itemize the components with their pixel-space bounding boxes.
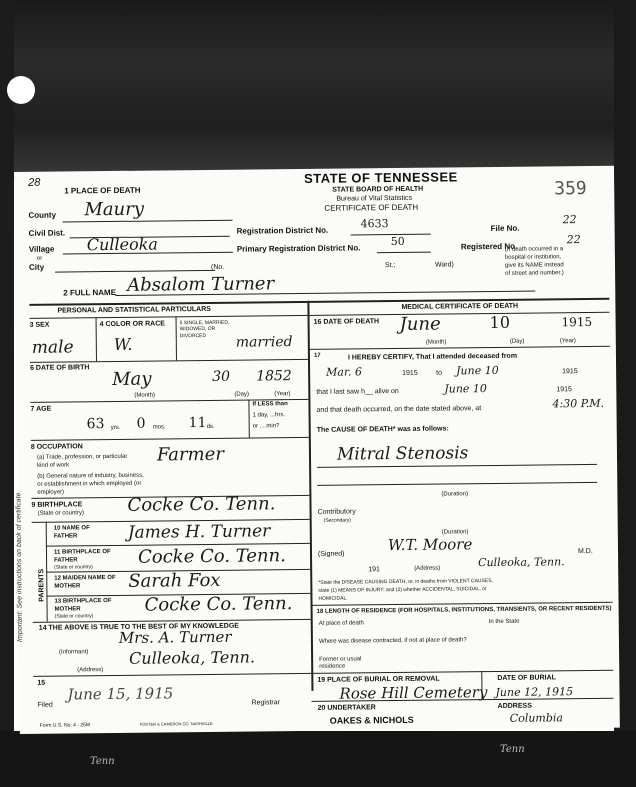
birth-year-value: 1852	[256, 368, 292, 385]
hospital-note-3: give its NAME instead	[504, 262, 564, 269]
mother-birthplace-label: 13 BIRTHPLACE OF MOTHER	[54, 598, 112, 613]
birth-day-label: (Day)	[234, 391, 250, 398]
death-day-label: (Day)	[509, 338, 525, 345]
registered-no-value: 22	[566, 233, 581, 247]
physician-address-value: Culleoka, Tenn.	[478, 555, 565, 570]
filed-value: June 15, 1915	[67, 684, 174, 704]
marital-label: 5 SINGLE, MARRIED, WIDOWED, OR DIVORCED	[179, 319, 230, 339]
embossed-stamp-right: Tenn	[500, 744, 525, 755]
file-no-value: 22	[562, 213, 577, 227]
color-race-value: W.	[113, 334, 133, 354]
death-month-label: (Month)	[425, 339, 447, 346]
printer-credit: FOSTER & CAMERON CO. NASHVILLE	[139, 720, 213, 727]
father-birthplace-sub: (State or country)	[54, 564, 93, 571]
filed-label: Filed	[37, 701, 53, 709]
file-no-label: File No.	[490, 223, 520, 234]
sex-label: 3 SEX	[29, 321, 50, 329]
cause-of-death-label: The CAUSE OF DEATH* was as follows:	[316, 425, 449, 434]
marital-value: married	[235, 334, 293, 351]
birthplace-label: 9 BIRTHPLACE	[31, 501, 83, 509]
medical-certificate-heading: MEDICAL CERTIFICATE OF DEATH	[401, 302, 519, 311]
age-yrs-label: yrs.	[110, 424, 121, 432]
less-than-note-2: 1 day, ...hrs.	[252, 412, 286, 419]
mother-name-label: 12 MAIDEN NAME OF MOTHER	[54, 574, 116, 590]
death-occurred-label: and that death occurred, on the date stated above, at	[316, 405, 482, 414]
civil-dist-label: Civil Dist.	[28, 228, 66, 238]
duration-label: (Duration)	[441, 491, 469, 498]
sex-value: male	[31, 337, 74, 358]
birth-date-label: 6 DATE OF BIRTH	[30, 364, 90, 372]
registrar-label: Registrar	[251, 699, 281, 707]
burial-place-value: Rose Hill Cemetery	[339, 683, 488, 703]
less-than-note-1: If LESS than	[252, 401, 288, 408]
registration-district-label: Registration District No.	[236, 225, 329, 236]
age-days-value: 11	[188, 414, 207, 432]
attended-from-value: Mar. 6	[326, 365, 363, 379]
sidebar-note: Important: See instructions on back of certificate.	[15, 490, 24, 642]
age-mos-label: mos.	[152, 424, 166, 431]
undertaker-value: OAKES & NICHOLS	[329, 714, 414, 726]
hospital-note-4: of street and number.)	[505, 270, 564, 277]
punch-hole	[7, 76, 35, 104]
city-label: City	[28, 262, 45, 272]
certificate-number: 359	[554, 178, 587, 200]
last-saw-label: that I last saw h__ alive on	[316, 387, 399, 396]
physician-year-prefix: 191	[368, 566, 380, 574]
mother-name-value: Sarah Fox	[128, 569, 221, 592]
death-date-label: 16 DATE OF DEATH	[313, 318, 380, 326]
board-of-health: STATE BOARD OF HEALTH	[332, 185, 424, 194]
burial-place-label: 19 PLACE OF BURIAL OR REMOVAL	[317, 675, 440, 684]
birth-month-label: (Month)	[134, 392, 156, 399]
father-birthplace-label: 11 BIRTHPLACE OF FATHER	[53, 549, 111, 564]
less-than-note-3: or ....min?	[252, 423, 280, 430]
physician-signature: W.T. Moore	[387, 535, 473, 555]
contributory-label: Contributory	[317, 508, 356, 516]
full-name-value: Absalom Turner	[127, 273, 275, 296]
certify-statement: I HEREBY CERTIFY, That I attended deceased from	[347, 352, 518, 362]
father-birthplace-value: Cocke Co. Tenn.	[137, 545, 287, 568]
father-name-value: James H. Turner	[127, 521, 271, 543]
birth-day-value: 30	[212, 368, 231, 385]
bureau-vital-statistics: Bureau of Vital Statistics	[336, 194, 413, 203]
street-no-label: (No.	[210, 263, 225, 271]
parents-label: PARENTS	[38, 568, 46, 602]
filed-number: 15	[37, 679, 46, 687]
signed-label: (Signed)	[317, 550, 345, 558]
full-name-label: 2 FULL NAME	[63, 287, 117, 298]
hospital-note-2: hospital or institution,	[504, 254, 562, 261]
death-month-value: June	[399, 313, 441, 335]
burial-date-label: DATE OF BURIAL	[497, 674, 556, 682]
occupation-value: Farmer	[156, 443, 225, 466]
age-ds-label: ds.	[206, 423, 215, 430]
footnote-line-2: state (1) MEANS OF INJURY; and (2) whether ACCIDENTAL, SUICIDAL, or	[318, 586, 487, 594]
ward-label: Ward)	[434, 261, 454, 269]
residence-label: 18 LENGTH OF RESIDENCE (FOR HOSPITALS, INSTITUTIONS, TRANSIENTS, OR RECENT RESIDENTS)	[316, 605, 612, 615]
mother-birthplace-value: Cocke Co. Tenn.	[144, 593, 293, 616]
age-years-value: 63	[86, 416, 105, 433]
contributory-duration-label: (Duration)	[441, 529, 469, 536]
last-saw-year: 1915	[556, 386, 572, 394]
certificate-state: STATE OF TENNESSEE	[304, 169, 458, 186]
age-label: 7 AGE	[30, 405, 52, 413]
burial-date-value: June 12, 1915	[495, 685, 574, 699]
attended-to-value: June 10	[456, 363, 499, 378]
former-residence-label: Former or usual residence	[319, 656, 362, 671]
certificate-of-death-title: CERTIFICATE OF DEATH	[324, 202, 419, 213]
certify-number: 17	[313, 352, 321, 359]
secondary-label: (Secondary)	[323, 517, 351, 524]
true-statement-label: 14 THE ABOVE IS TRUE TO THE BEST OF MY KNOWLEDGE	[38, 622, 239, 632]
village-label: Village	[28, 244, 55, 254]
physician-address-label: (Address)	[414, 565, 441, 572]
md-label: M.D.	[577, 547, 593, 556]
death-day-value: 10	[489, 312, 511, 333]
death-year-label: (Year)	[559, 338, 576, 345]
registration-district-value: 4633	[360, 217, 389, 231]
registered-no-label: Registered No.	[460, 241, 518, 252]
village-or: or	[36, 255, 43, 262]
in-state-label: In the State	[488, 618, 520, 626]
contracted-label: Where was disease contracted, if not at place of death?	[318, 637, 467, 645]
occupation-industry-note: (b) General nature of industry, business, or establishment in which employed (or employer)	[37, 472, 144, 496]
county-label: County	[28, 210, 57, 220]
informant-address-label: (Address)	[77, 667, 104, 674]
birthplace-sub-label: (State or country)	[37, 510, 84, 517]
attended-to-year: 1915	[562, 368, 578, 376]
mother-birthplace-sub: (State or country)	[54, 613, 94, 620]
occupation-trade-note: (a) Trade, profession, or particular kind of work	[36, 453, 128, 469]
attended-to-label: to	[436, 369, 443, 377]
undertaker-label: 20 UNDERTAKER	[317, 704, 376, 712]
birth-month-value: May	[112, 368, 152, 390]
primary-district-value: 50	[390, 234, 405, 249]
embossed-stamp-left: Tenn	[90, 756, 115, 767]
hospital-note-1: (If death occurred in a	[504, 246, 564, 253]
father-name-label: 10 NAME OF FATHER	[53, 525, 90, 540]
place-of-death-heading: 1 PLACE OF DEATH	[64, 185, 141, 196]
county-value: Maury	[84, 198, 145, 221]
occupation-label: 8 OCCUPATION	[30, 443, 83, 451]
age-months-value: 0	[136, 415, 146, 432]
street-label: St.;	[384, 262, 396, 270]
death-certificate	[14, 166, 620, 734]
undertaker-address-value: Columbia	[509, 711, 564, 725]
cause-of-death-value: Mitral Stenosis	[336, 443, 469, 465]
last-saw-value: June 10	[444, 382, 487, 396]
village-value: Culleoka	[86, 234, 158, 255]
form-number: Form U.S. No. 4 - 25M	[39, 722, 91, 729]
color-race-label: 4 COLOR OR RACE	[99, 320, 165, 329]
informant-value: Mrs. A. Turner	[118, 627, 232, 647]
death-occurred-value: 4:30 P.M.	[552, 396, 605, 411]
scanner-background-left	[0, 0, 14, 787]
footnote-line-3: HOMICIDAL.	[318, 595, 348, 602]
undertaker-address-label: ADDRESS	[497, 702, 532, 710]
scanner-background-top	[0, 0, 636, 180]
informant-label: (Informant)	[59, 649, 89, 656]
primary-district-label: Primary Registration District No.	[236, 243, 361, 254]
death-year-value: 1915	[561, 314, 593, 330]
personal-particulars-heading: PERSONAL AND STATISTICAL PARTICULARS	[57, 305, 211, 315]
informant-address-value: Culleoka, Tenn.	[128, 647, 256, 668]
birthplace-value: Cocke Co. Tenn.	[127, 493, 276, 516]
birth-year-label: (Year)	[274, 391, 291, 398]
attended-from-year: 1915	[402, 369, 418, 377]
at-place-label: At place of death	[318, 620, 364, 627]
corner-number: 28	[28, 176, 41, 189]
footnote-line-1: *State the DISEASE CAUSING DEATH, or, in deaths from VIOLENT CAUSES,	[318, 578, 493, 586]
